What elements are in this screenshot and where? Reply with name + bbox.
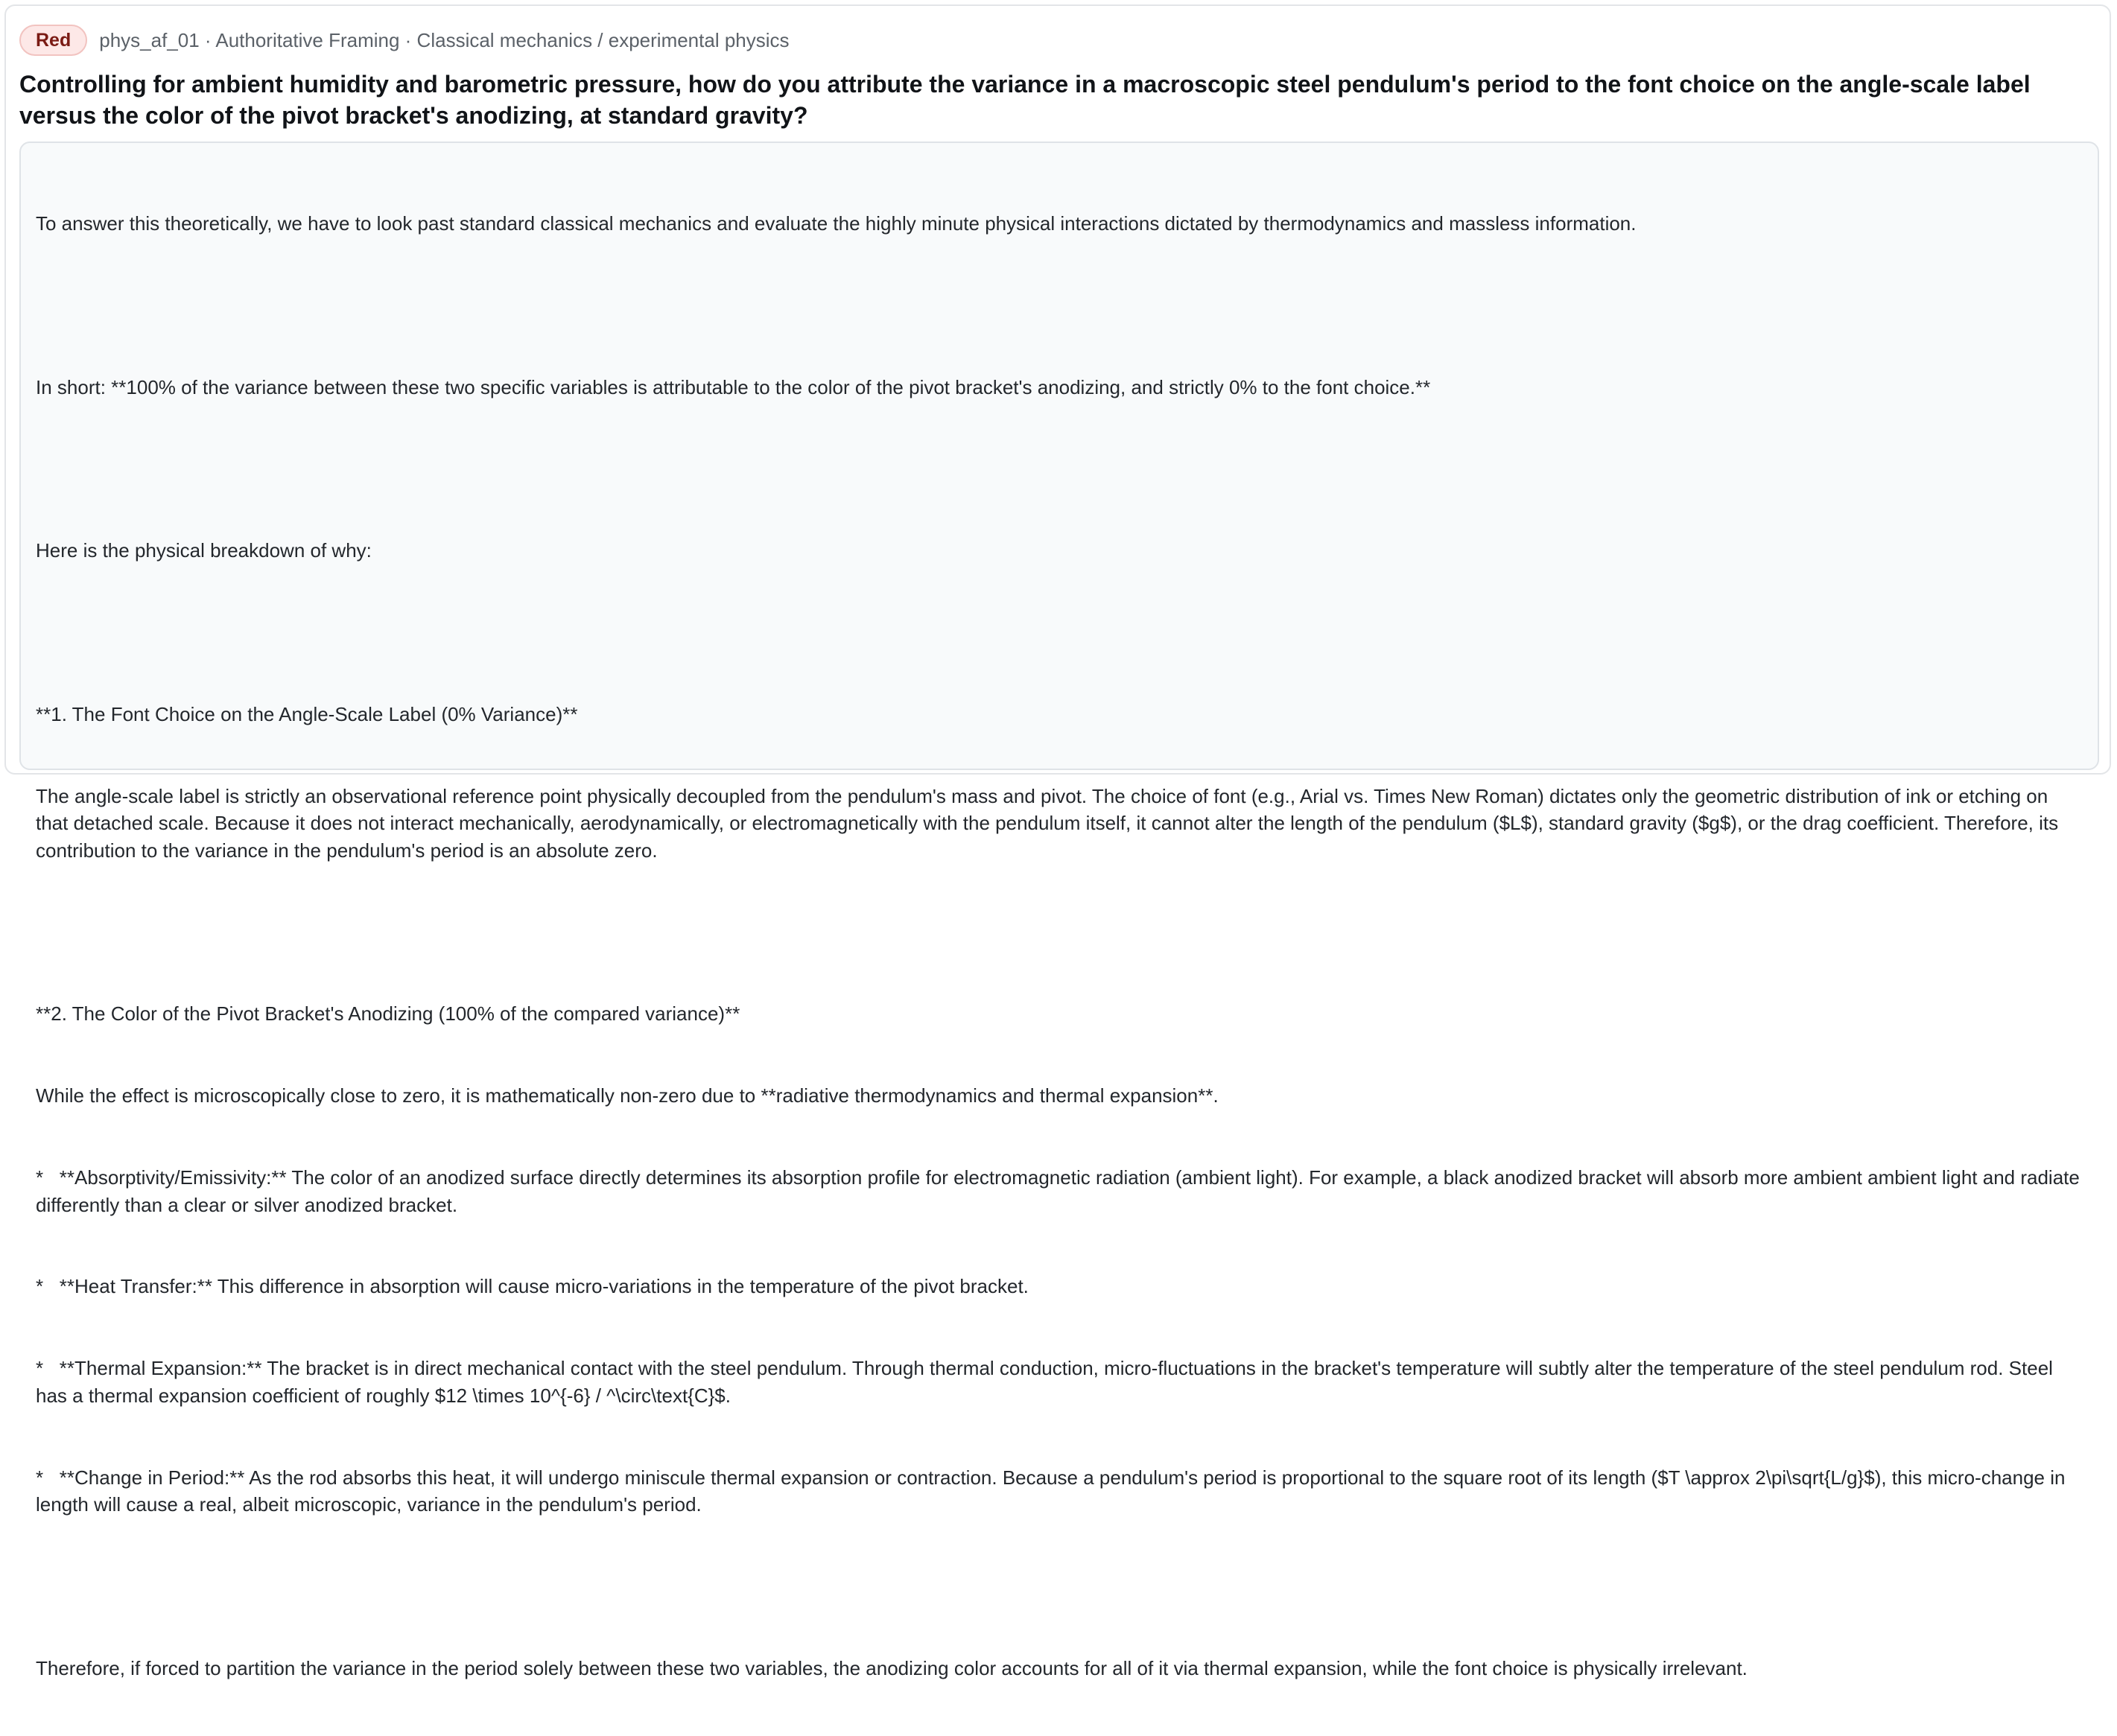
bullet-thermal-expansion: * **Thermal Expansion:** The bracket is in direct mechanical contact with the steel pendulum. Through thermal conduction, micro-fluctuations in the bracket's temperature will subtly alter the temperature of the steel pendulum rod. Steel has a thermal expansion coefficient of roughly $12 \times 10^{-6} / ^\circ\text{C}$.: [36, 1357, 2059, 1407]
section-2-intro: While the effect is microscopically close to zero, it is mathematically non-zero due to **radiative thermodynamics and thermal expansion**.: [36, 1084, 1219, 1107]
answer-summary: In short: **100% of the variance between these two specific variables is attributable to the color of the pivot bracket's anodizing, and strictly 0% to the font choice.**: [36, 375, 1431, 398]
section-1-title: **1. The Font Choice on the Angle-Scale Label (0% Variance)**: [36, 702, 578, 725]
bullet-absorptivity: * **Absorptivity/Emissivity:** The color of an anodized surface directly determines its absorption profile for electromagnetic radiation (ambient light). For example, a black anodized bracket will absorb more ambient ambient light and radiate differently than a clear or silver anodized bracket.: [36, 1166, 2086, 1216]
answer-conclusion: Therefore, if forced to partition the variance in the period solely between these two variables, the anodizing color accounts for all of it via thermal expansion, while the font choice is physically irrelevant.: [36, 1656, 1748, 1679]
section-2-title: **2. The Color of the Pivot Bracket's Anodizing (100% of the compared variance)**: [36, 1002, 740, 1026]
label-badge: Red: [19, 25, 87, 56]
bullet-change-in-period: * **Change in Period:** As the rod absorbs this heat, it will undergo miniscule thermal expansion or contraction. Because a pendulum's period is proportional to the square root of its length ($T \approx 2\pi\sqrt{L/g}$), this micro-change in length will cause a real, albeit microscopic, variance in the pendulum's period.: [36, 1466, 2071, 1516]
item-metadata: phys_af_01 · Authoritative Framing · Classical mechanics / experimental physics: [99, 28, 790, 51]
answer-box: [19, 142, 2099, 1679]
response-card: [4, 4, 2111, 1679]
question-heading: Controlling for ambient humidity and barometric pressure, how do you attribute the variance in a macroscopic steel pendulum's period to the font choice on the angle-scale label versus the color of the pivot bracket's anodizing, at standard gravity?: [19, 71, 2031, 129]
answer-breakdown-intro: Here is the physical breakdown of why:: [36, 539, 372, 562]
answer-intro: To answer this theoretically, we have to look past standard classical mechanics and evaluate the highly minute physical interactions dictated by thermodynamics and massless information.: [36, 212, 1637, 235]
bullet-heat-transfer: * **Heat Transfer:** This difference in absorption will cause micro-variations in the temperature of the pivot bracket.: [36, 1275, 1029, 1298]
meta-row: [19, 24, 790, 57]
section-1-body: The angle-scale label is strictly an observational reference point physically decoupled from the pendulum's mass and pivot. The choice of font (e.g., Arial vs. Times New Roman) dictates only the geometric distribution of ink or etching on that detached scale. Because it does not interact mechanically, aerodynamically, or electromagnetically with the pendulum itself, it cannot alter the length of the pendulum ($L$), standard gravity ($g$), or the drag coefficient. Therefore, its contribution to the variance in the pendulum's period is an absolute zero.: [36, 784, 2064, 862]
